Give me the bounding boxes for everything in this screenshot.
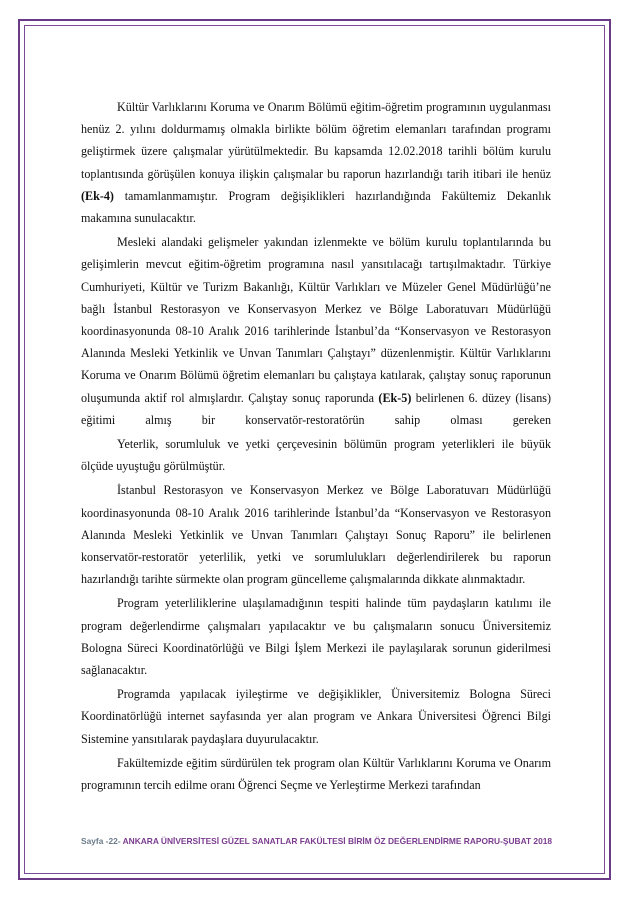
paragraph-7 [81, 752, 551, 796]
paragraph-text: Yeterlik, sorumluluk ve yetki çerçevesinin bölümün program yeterlikleri ile büyük ölçüde uyuştuğu görülmüştür. [81, 437, 551, 474]
appendix-reference: (Ek-5) [378, 390, 412, 405]
page-number: Sayfa -22- [81, 836, 121, 846]
paragraph-6 [81, 683, 551, 750]
paragraph-2 [81, 231, 551, 431]
paragraph-text: Mesleki alandaki gelişmeler yakından izlenmekte ve bölüm kurulu toplantılarında bu gelişimlerin mevcut eğitim-öğretim programına nasıl yansıtılacağı tartışılmaktadır. Türkiye Cumhuriyeti, Kültür ve Turizm Bakanlığı, Kültür Varlıkları ve Müzeler Genel Müdürlüğü’ne bağlı İstanbul Restorasyon ve Konservasyon Merkez ve Bölge Laboratuvarı Müdürlüğü koordinasyonunda 08-10 Aralık 2016 tarihlerinde İstanbul’da “Konservasyon ve Restorasyon Alanında Mesleki Yetkinlik ve Unvan Tanımları Çalıştayı” düzenlenmiştir. Kültür Varlıklarını Koruma ve Onarım Bölümü öğretim elemanları bu çalıştaya katılarak, çalıştay sonuç raporunun oluşumunda aktif rol almışlardır. Çalıştay sonuç raporunda [81, 235, 551, 405]
paragraph-text: İstanbul Restorasyon ve Konservasyon Merkez ve Bölge Laboratuvarı Müdürlüğü koordinasyonunda 08-10 Aralık 2016 tarihlerinde İstanbul’da “Konservasyon ve Restorasyon Alanında Mesleki Yetkinlik ve Unvan Tanımları Çalıştayı Sonuç Raporu” ile belirlenen konservatör-restoratör yeterlilik, yetki ve sorumlulukları değerlendirilerek bu raporun hazırlandığı tarihte sürmekte olan program güncelleme çalışmalarında dikkate alınmaktadır. [81, 483, 551, 587]
paragraph-text: Kültür Varlıklarını Koruma ve Onarım Bölümü eğitim-öğretim programının uygulanması henüz 2. yılını doldurmamış olmakla birlikte bölüm öğretim elemanları tarafından programı geliştirmek üzere çalışmalar yürütülmektedir. Bu kapsamda 12.02.2018 tarihli bölüm kurulu toplantısında görüşülen konuya ilişkin çalışmalar bu raporun hazırlandığı tarih itibari ile henüz [81, 100, 551, 181]
paragraph-text: tamamlanmamıştır. Program değişiklikleri hazırlandığında Fakültemiz Dekanlık makamına sunulacaktır. [81, 188, 551, 226]
document-body [81, 96, 551, 798]
page-footer [81, 836, 561, 846]
paragraph-5 [81, 592, 551, 681]
paragraph-3 [81, 433, 551, 477]
report-title: ANKARA ÜNİVERSİTESİ GÜZEL SANATLAR FAKÜLTESİ BİRİM ÖZ DEĞERLENDİRME RAPORU-ŞUBAT 2018 [120, 836, 553, 846]
paragraph-text: Programda yapılacak iyileştirme ve değişiklikler, Üniversitemiz Bologna Süreci Koordinatörlüğü internet sayfasında yer alan program ve Ankara Üniversitesi Öğrenci Bilgi Sistemine yansıtılarak paydaşlara duyurulacaktır. [81, 687, 551, 746]
appendix-reference: (Ek-4) [81, 188, 114, 203]
paragraph-4 [81, 479, 551, 590]
paragraph-text: Program yeterliliklerine ulaşılamadığının tespiti halinde tüm paydaşların katılımı ile program değerlendirme çalışmaları yapılacaktır ve bu çalışmaların sonucu Üniversitemiz Bologna Süreci Koordinatörlüğü ve Bilgi İşlem Merkezi ile paylaşılarak sorunun giderilmesi sağlanacaktır. [81, 596, 551, 678]
paragraph-text: Fakültemizde eğitim sürdürülen tek program olan Kültür Varlıklarını Koruma ve Onarım programının tercih edilme oranı Öğrenci Seçme ve Yerleştirme Merkezi tarafından [81, 755, 551, 793]
paragraph-text: belirlenen 6. düzey (lisans) eğitimi almış bir konservatör-restoratörün sahip olması gereken [81, 390, 551, 427]
paragraph-1 [81, 96, 551, 229]
